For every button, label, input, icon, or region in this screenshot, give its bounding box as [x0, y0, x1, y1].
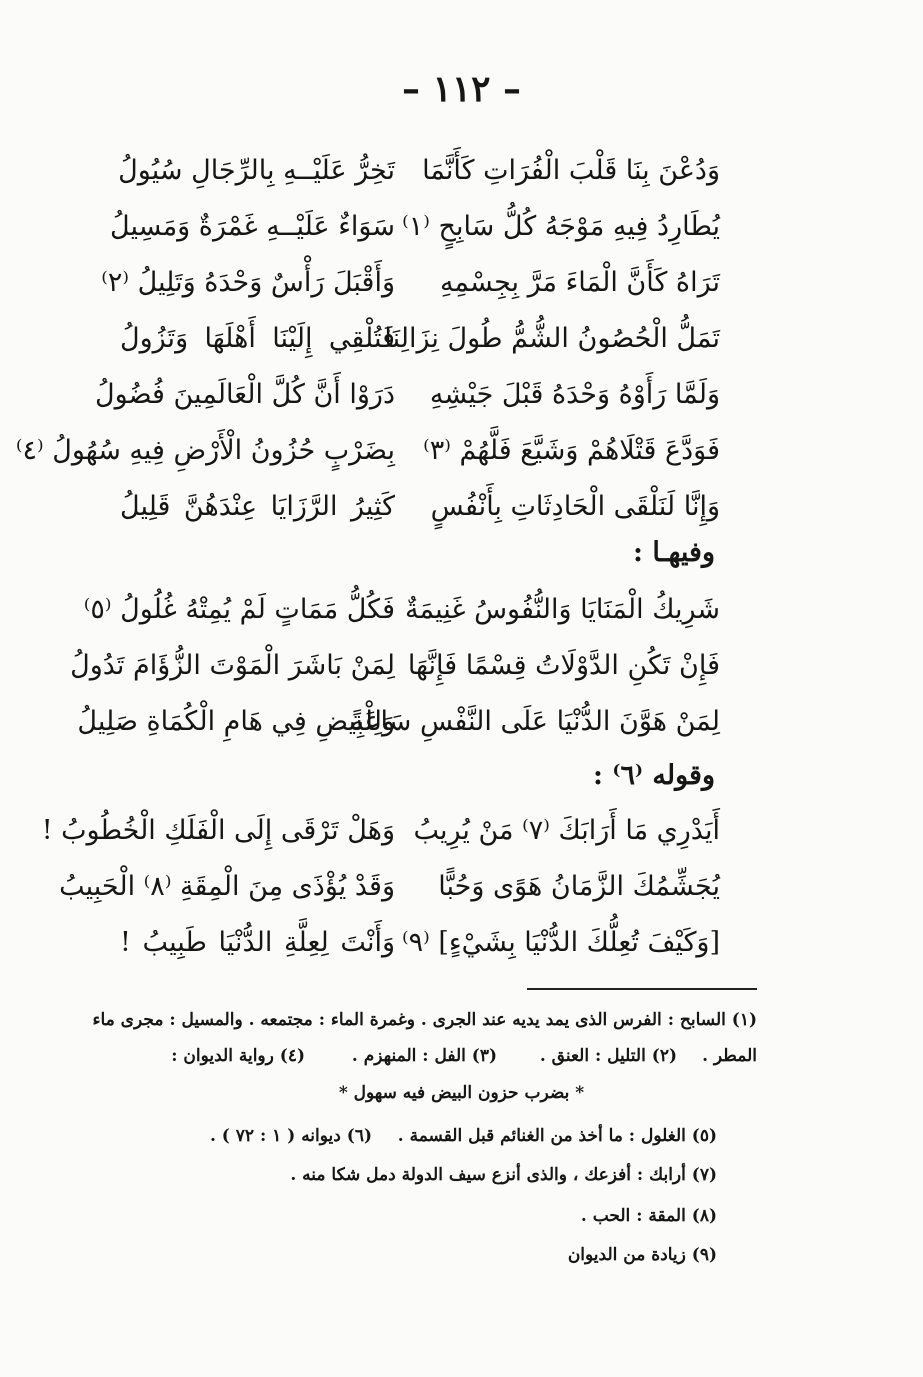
verse-line [120, 311, 720, 367]
second-hemistich: فَكُلُّ مَمَاتٍ لَمْ يُمِتْهُ غُلُولُ ⁽٥⁾ [83, 594, 395, 625]
footnote-1: (١) السابح : الفرس الذى يمد يديه عند الجرى . وغمرة الماء : مجتمعه . والمسيل : مجرى ماء [92, 1010, 757, 1030]
second-hemistich: تَخِرُّ عَلَيْــهِ بِالرِّجَالِ سُيُولُ [118, 155, 395, 186]
footnote-1-continuation: المطر . [702, 1046, 757, 1066]
second-hemistich: وَقَدْ يُؤْذَى مِنَ الْمِقَةِ ⁽٨⁾ الْحَبِيبُ [59, 871, 395, 902]
verse-line [110, 199, 720, 255]
second-hemistich: بِضَرْبٍ حُزُونُ الْأَرْضِ فِيهِ سُهُولُ ⁽٤⁾ [15, 435, 395, 466]
footnote-4: (٤) رواية الديوان : [171, 1046, 305, 1066]
first-hemistich: تَمَلُّ الْحُصُونُ الشُّمُّ طُولَ نِزَالِنَا [384, 323, 720, 354]
footnote-4-variant: * بضرب حزون البيض فيه سهول * [338, 1083, 585, 1103]
first-hemistich: وَإِنَّا لَنَلْقَى الْحَادِثَاتِ بِأَنْفُسٍ [430, 491, 720, 522]
first-hemistich: يُطَارِدُ فِيهِ مَوْجَهُ كُلُّ سَابِحٍ ⁽١⁾ [402, 211, 720, 242]
first-hemistich: يُجَشِّمُكَ الزَّمَانُ هَوًى وَحُبًّا [438, 871, 720, 902]
section-heading: وفيهـا : [632, 537, 715, 568]
footnote-8: (٨) المقة : الحب . [580, 1206, 717, 1226]
footnote-divider [527, 988, 757, 990]
verse-line [59, 859, 720, 915]
poem-block-2 [70, 582, 720, 750]
second-hemistich: وَلِلْبِيضِ فِي هَامِ الْكُمَاةِ صَلِيلُ [77, 706, 395, 737]
first-hemistich: وَدُعْنَ بِنَا قَلْبَ الْفُرَاتِ كَأَنَّمَا [422, 155, 720, 186]
second-hemistich: فَتُلْقِي إِلَيْنَا أَهْلَهَا وَتَزُولُ [120, 323, 395, 354]
verse-line [120, 915, 720, 971]
first-hemistich: شَرِيكُ الْمَنَايَا وَالنُّفُوسُ غَنِيمَةٌ [405, 594, 720, 625]
first-hemistich: فَإِنْ تَكُنِ الدَّوْلَاتُ قِسْمًا فَإِنَّهَا [407, 650, 720, 681]
verse-line [41, 803, 720, 859]
poem-block-1 [15, 143, 720, 535]
page-number: – ١١٢ – [401, 68, 522, 110]
second-hemistich: سَوَاءٌ عَلَيْــهِ غَمْرَةٌ وَمَسِيلُ [110, 211, 395, 242]
verse-line [15, 423, 720, 479]
verse-line [70, 638, 720, 694]
footnote-2: (٢) التليل : العنق . [539, 1046, 677, 1066]
verse-line [120, 479, 720, 535]
first-hemistich: وَلَمَّا رَأَوْهُ وَحْدَهُ قَبْلَ جَيْشِهِ [429, 379, 720, 410]
footnote-7: (٧) أرابك : أفزعك ، والذى أنزع سيف الدولة دمل شكا منه . [290, 1165, 717, 1185]
poem-block-3 [41, 803, 720, 971]
second-hemistich: وَأَقْبَلَ رَأْسٌ وَحْدَهُ وَتَلِيلُ ⁽٢⁾ [101, 267, 395, 298]
second-hemistich: وَهَلْ تَرْقَى إِلَى الْفَلَكِ الْخُطُوبُ ! [41, 815, 395, 846]
footnote-6: (٦) ديوانه ( ١ : ٧٢ ) . [209, 1126, 372, 1146]
first-hemistich: لِمَنْ هَوَّنَ الدُّنْيَا عَلَى النَّفْسِ سَاعَةً [349, 706, 720, 737]
second-hemistich: لِمَنْ بَاشَرَ الْمَوْتَ الزُّؤَامَ تَدُولُ [70, 650, 395, 681]
first-hemistich: [وَكَيْفَ تُعِلُّكَ الدُّنْيَا بِشَيْءٍ] ⁽٩⁾ [402, 927, 720, 958]
verse-line [101, 255, 720, 311]
footnote-3: (٣) الفل : المنهزم . [351, 1046, 497, 1066]
first-hemistich: تَرَاهُ كَأَنَّ الْمَاءَ مَرَّ بِجِسْمِهِ [439, 267, 720, 298]
footnote-9: (٩) زيادة من الديوان [567, 1245, 717, 1265]
verse-line [83, 582, 720, 638]
first-hemistich: أَيَدْرِي مَا أَرَابَكَ ⁽٧⁾ مَنْ يُرِيبُ [413, 815, 720, 846]
first-hemistich: فَوَدَّعَ قَتْلَاهُمْ وَشَيَّعَ فَلَّهُمْ ⁽٣⁾ [423, 435, 720, 466]
verse-line [77, 694, 720, 750]
second-hemistich: وَأَنْتَ لِعِلَّةِ الدُّنْيَا طَبِيبُ ! [120, 927, 395, 958]
footnote-5: (٥) الغلول : ما أخذ من الغنائم قبل القسمة . [397, 1126, 717, 1146]
verse-line [120, 143, 720, 199]
second-hemistich: كَثِيرُ الرَّزَايَا عِنْدَهُنَّ قَلِيلُ [120, 491, 395, 522]
footnote-row-5-6 [157, 1121, 717, 1151]
second-hemistich: دَرَوْا أَنَّ كُلَّ الْعَالَمِينَ فُضُولُ [95, 379, 395, 410]
section-heading: وقوله ⁽٦⁾ : [593, 760, 715, 791]
verse-line [95, 367, 720, 423]
footnote-row-2-4 [107, 1041, 757, 1071]
